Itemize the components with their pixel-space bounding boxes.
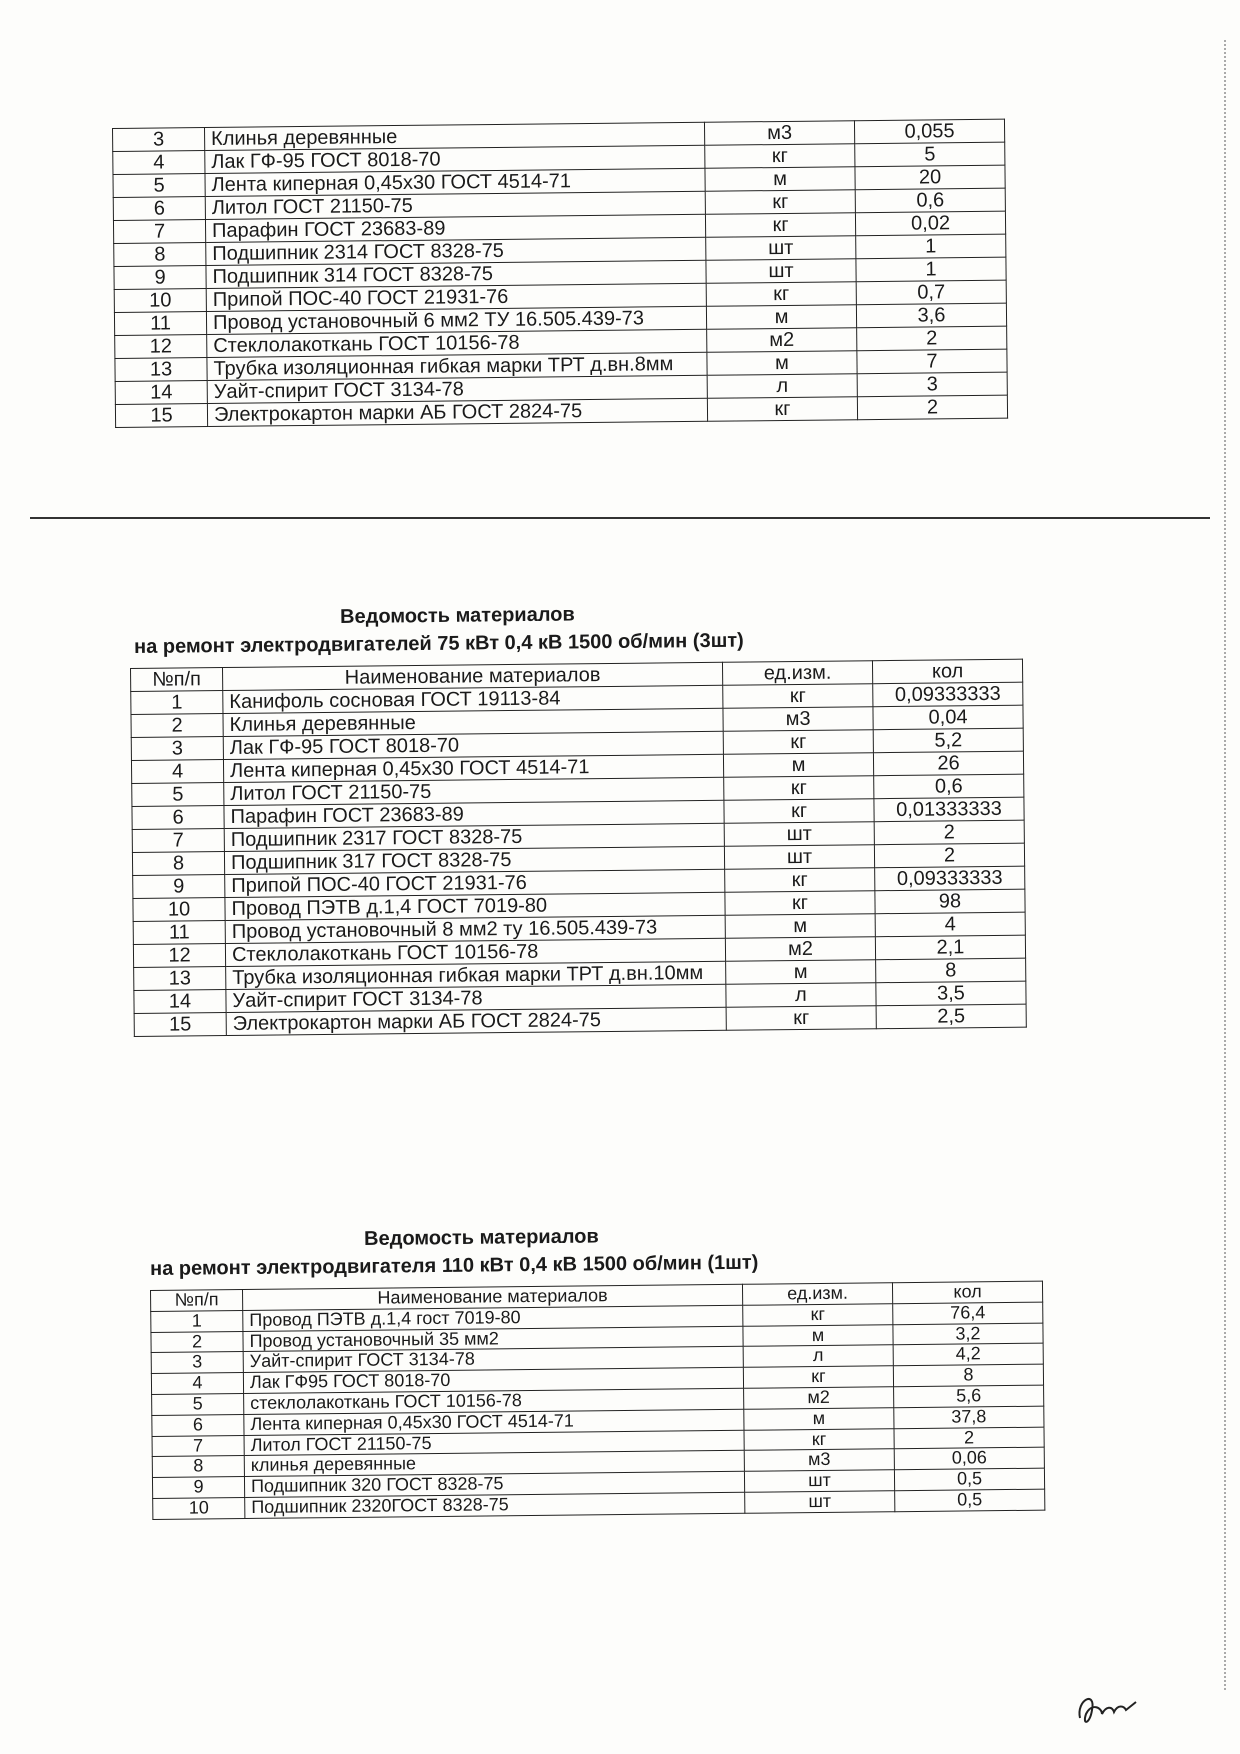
row-number: 12 — [115, 335, 207, 359]
quantity-cell: 4 — [875, 912, 1025, 937]
quantity-cell: 5,2 — [873, 728, 1023, 753]
material-name: Литол ГОСТ 21150-75 — [224, 777, 724, 805]
row-number: 5 — [113, 174, 205, 198]
signature — [1072, 1680, 1152, 1730]
unit-cell: м3 — [723, 707, 873, 732]
unit-cell: кг — [705, 213, 855, 238]
unit-cell: м — [706, 305, 856, 330]
materials-table-75kw — [130, 659, 1027, 1037]
material-name: Канифоль сосновая ГОСТ 19113-84 — [223, 685, 723, 713]
row-number: 11 — [133, 921, 225, 945]
row-number: 3 — [151, 1352, 243, 1374]
section-title: Ведомость материалов — [364, 1225, 599, 1250]
material-name: Лак ГФ-95 ГОСТ 8018-70 — [205, 145, 705, 173]
quantity-cell: 37,8 — [894, 1406, 1044, 1428]
row-number: 10 — [153, 1497, 245, 1519]
row-number: 8 — [114, 243, 206, 267]
quantity-cell: 2 — [874, 820, 1024, 845]
material-name: Литол ГОСТ 21150-75 — [205, 191, 705, 219]
material-name: Трубка изоляционная гибкая марки ТРТ д.вн.10мм — [226, 961, 726, 989]
unit-cell: кг — [706, 282, 856, 307]
unit-cell: м — [726, 960, 876, 985]
scan-edge-dots — [1224, 40, 1228, 1690]
unit-cell: шт — [706, 236, 856, 261]
material-name: клинья деревянные — [244, 1451, 744, 1477]
unit-cell: кг — [723, 684, 873, 709]
row-number: 2 — [131, 714, 223, 738]
quantity-cell: 0,5 — [894, 1468, 1044, 1490]
quantity-cell: 3,6 — [856, 303, 1006, 328]
header-num: №п/п — [151, 1290, 243, 1312]
unit-cell: кг — [705, 144, 855, 169]
section-subtitle: на ремонт электродвигателя 110 кВт 0,4 кВ 1500 об/мин (1шт) — [150, 1251, 759, 1280]
quantity-cell: 0,7 — [856, 280, 1006, 305]
material-name: Провод установочный 6 мм2 ТУ 16.505.439-73 — [206, 306, 706, 334]
row-number: 1 — [151, 1310, 243, 1332]
quantity-cell: 0,09333333 — [873, 682, 1023, 707]
unit-cell: кг — [743, 1366, 893, 1388]
unit-cell: кг — [724, 776, 874, 801]
row-number: 4 — [131, 760, 223, 784]
row-number: 13 — [134, 967, 226, 991]
material-name: стеклолакоткань ГОСТ 10156-78 — [244, 1388, 744, 1414]
quantity-cell: 5 — [855, 142, 1005, 167]
row-number: 15 — [134, 1013, 226, 1037]
quantity-cell: 0,5 — [895, 1489, 1045, 1511]
quantity-cell: 1 — [856, 257, 1006, 282]
quantity-cell: 2,1 — [875, 935, 1025, 960]
unit-cell: м3 — [744, 1449, 894, 1471]
row-number: 8 — [152, 1456, 244, 1478]
row-number: 6 — [113, 197, 205, 221]
unit-cell: л — [743, 1345, 893, 1367]
material-name: Провод установочный 8 мм2 ту 16.505.439-73 — [225, 915, 725, 943]
table-body — [151, 1302, 1045, 1519]
material-name: Провод ПЭТВ д.1,4 ГОСТ 7019-80 — [225, 892, 725, 920]
unit-cell: кг — [705, 190, 855, 215]
unit-cell: шт — [745, 1491, 895, 1513]
row-number: 9 — [114, 266, 206, 290]
unit-cell: кг — [723, 730, 873, 755]
row-number: 7 — [132, 829, 224, 853]
material-name: Провод установочный 35 мм2 — [243, 1326, 743, 1352]
row-number: 9 — [152, 1477, 244, 1499]
material-name: Стеклолакоткань ГОСТ 10156-78 — [225, 938, 725, 966]
unit-cell: шт — [724, 845, 874, 870]
unit-cell: м — [705, 167, 855, 192]
quantity-cell: 0,6 — [855, 188, 1005, 213]
material-name: Подшипник 2317 ГОСТ 8328-75 — [224, 823, 724, 851]
quantity-cell: 4,2 — [893, 1344, 1043, 1366]
unit-cell: л — [707, 374, 857, 399]
material-name: Лента киперная 0,45х30 ГОСТ 4514-71 — [244, 1409, 744, 1435]
unit-cell: л — [726, 983, 876, 1008]
quantity-cell: 1 — [856, 234, 1006, 259]
quantity-cell: 2 — [874, 843, 1024, 868]
row-number: 12 — [133, 944, 225, 968]
unit-cell: кг — [743, 1304, 893, 1326]
quantity-cell: 3,2 — [893, 1323, 1043, 1345]
section-subtitle: на ремонт электродвигателей 75 кВт 0,4 кВ 1500 об/мин (3шт) — [134, 629, 744, 658]
material-name: Подшипник 317 ГОСТ 8328-75 — [224, 846, 724, 874]
row-number: 11 — [114, 312, 206, 336]
unit-cell: м2 — [707, 328, 857, 353]
material-name: Подшипник 2320ГОСТ 8328-75 — [245, 1492, 745, 1518]
quantity-cell: 0,06 — [894, 1448, 1044, 1470]
row-number: 13 — [115, 358, 207, 382]
material-name: Подшипник 2314 ГОСТ 8328-75 — [206, 237, 706, 265]
material-name: Уайт-спирит ГОСТ 3134-78 — [207, 375, 707, 403]
material-name: Парафин ГОСТ 23683-89 — [205, 214, 705, 242]
material-name: Электрокартон марки АБ ГОСТ 2824-75 — [226, 1007, 726, 1035]
unit-cell: м — [723, 753, 873, 778]
unit-cell: кг — [744, 1428, 894, 1450]
row-number: 8 — [132, 852, 224, 876]
row-number: 15 — [115, 404, 207, 428]
materials-table-continued — [112, 119, 1008, 428]
quantity-cell: 0,09333333 — [875, 866, 1025, 891]
material-name: Подшипник 320 ГОСТ 8328-75 — [244, 1471, 744, 1497]
material-name: Уайт-спирит ГОСТ 3134-78 — [243, 1347, 743, 1373]
row-number: 10 — [133, 898, 225, 922]
row-number: 10 — [114, 289, 206, 313]
material-name: Клинья деревянные — [223, 708, 723, 736]
materials-table-110kw — [150, 1281, 1045, 1520]
unit-cell: шт — [744, 1470, 894, 1492]
material-name: Литол ГОСТ 21150-75 — [244, 1430, 744, 1456]
material-name: Клинья деревянные — [205, 122, 705, 150]
quantity-cell: 2 — [857, 395, 1007, 420]
material-name: Стеклолакоткань ГОСТ 10156-78 — [207, 329, 707, 357]
quantity-cell: 7 — [857, 349, 1007, 374]
row-number: 4 — [151, 1373, 243, 1395]
unit-cell: кг — [725, 891, 875, 916]
quantity-cell: 3,5 — [876, 981, 1026, 1006]
quantity-cell: 20 — [855, 165, 1005, 190]
unit-cell: м2 — [725, 937, 875, 962]
row-number: 3 — [131, 737, 223, 761]
quantity-cell: 76,4 — [893, 1302, 1043, 1324]
unit-cell: м3 — [704, 121, 854, 146]
quantity-cell: 0,6 — [874, 774, 1024, 799]
row-number: 2 — [151, 1331, 243, 1353]
quantity-cell: 0,055 — [854, 119, 1004, 144]
table-body — [113, 119, 1008, 427]
header-unit: ед.изм. — [742, 1283, 892, 1305]
unit-cell: м2 — [744, 1387, 894, 1409]
material-name: Лак ГФ95 ГОСТ 8018-70 — [243, 1367, 743, 1393]
quantity-cell: 0,01333333 — [874, 797, 1024, 822]
quantity-cell: 8 — [893, 1364, 1043, 1386]
material-name: Подшипник 314 ГОСТ 8328-75 — [206, 260, 706, 288]
row-number: 6 — [132, 806, 224, 830]
material-name: Лента киперная 0,45х30 ГОСТ 4514-71 — [223, 754, 723, 782]
row-number: 4 — [113, 151, 205, 175]
section-title: Ведомость материалов — [340, 603, 575, 628]
scan-line — [30, 517, 1210, 519]
unit-cell: м — [707, 351, 857, 376]
unit-cell: м — [725, 914, 875, 939]
header-qty: кол — [892, 1281, 1042, 1303]
header-name: Наименование материалов — [223, 662, 723, 690]
row-number: 7 — [113, 220, 205, 244]
row-number: 9 — [133, 875, 225, 899]
table-body — [131, 682, 1027, 1036]
quantity-cell: 2 — [894, 1427, 1044, 1449]
quantity-cell: 26 — [873, 751, 1023, 776]
row-number: 6 — [152, 1414, 244, 1436]
material-name: Припой ПОС-40 ГОСТ 21931-76 — [225, 869, 725, 897]
quantity-cell: 98 — [875, 889, 1025, 914]
material-name: Уайт-спирит ГОСТ 3134-78 — [226, 984, 726, 1012]
header-num: №п/п — [131, 668, 223, 692]
unit-cell: м — [743, 1324, 893, 1346]
quantity-cell: 3 — [857, 372, 1007, 397]
unit-cell: шт — [724, 822, 874, 847]
header-qty: кол — [872, 659, 1022, 684]
unit-cell: м — [744, 1407, 894, 1429]
header-name: Наименование материалов — [243, 1284, 743, 1310]
unit-cell: шт — [706, 259, 856, 284]
material-name: Лента киперная 0,45х30 ГОСТ 4514-71 — [205, 168, 705, 196]
row-number: 7 — [152, 1435, 244, 1457]
quantity-cell: 8 — [876, 958, 1026, 983]
quantity-cell: 0,04 — [873, 705, 1023, 730]
unit-cell: кг — [725, 868, 875, 893]
unit-cell: кг — [724, 799, 874, 824]
row-number: 14 — [115, 381, 207, 405]
quantity-cell: 0,02 — [855, 211, 1005, 236]
header-unit: ед.изм. — [722, 661, 872, 686]
material-name: Парафин ГОСТ 23683-89 — [224, 800, 724, 828]
quantity-cell: 5,6 — [894, 1385, 1044, 1407]
row-number: 14 — [134, 990, 226, 1014]
unit-cell: кг — [707, 397, 857, 422]
row-number: 1 — [131, 691, 223, 715]
unit-cell: кг — [726, 1006, 876, 1031]
material-name: Припой ПОС-40 ГОСТ 21931-76 — [206, 283, 706, 311]
material-name: Трубка изоляционная гибкая марки ТРТ д.вн.8мм — [207, 352, 707, 380]
quantity-cell: 2 — [857, 326, 1007, 351]
material-name: Электрокартон марки АБ ГОСТ 2824-75 — [207, 398, 707, 426]
row-number: 5 — [152, 1394, 244, 1416]
row-number: 5 — [132, 783, 224, 807]
row-number: 3 — [113, 128, 205, 152]
material-name: Лак ГФ-95 ГОСТ 8018-70 — [223, 731, 723, 759]
material-name: Провод ПЭТВ д.1,4 гост 7019-80 — [243, 1305, 743, 1331]
quantity-cell: 2,5 — [876, 1004, 1026, 1029]
